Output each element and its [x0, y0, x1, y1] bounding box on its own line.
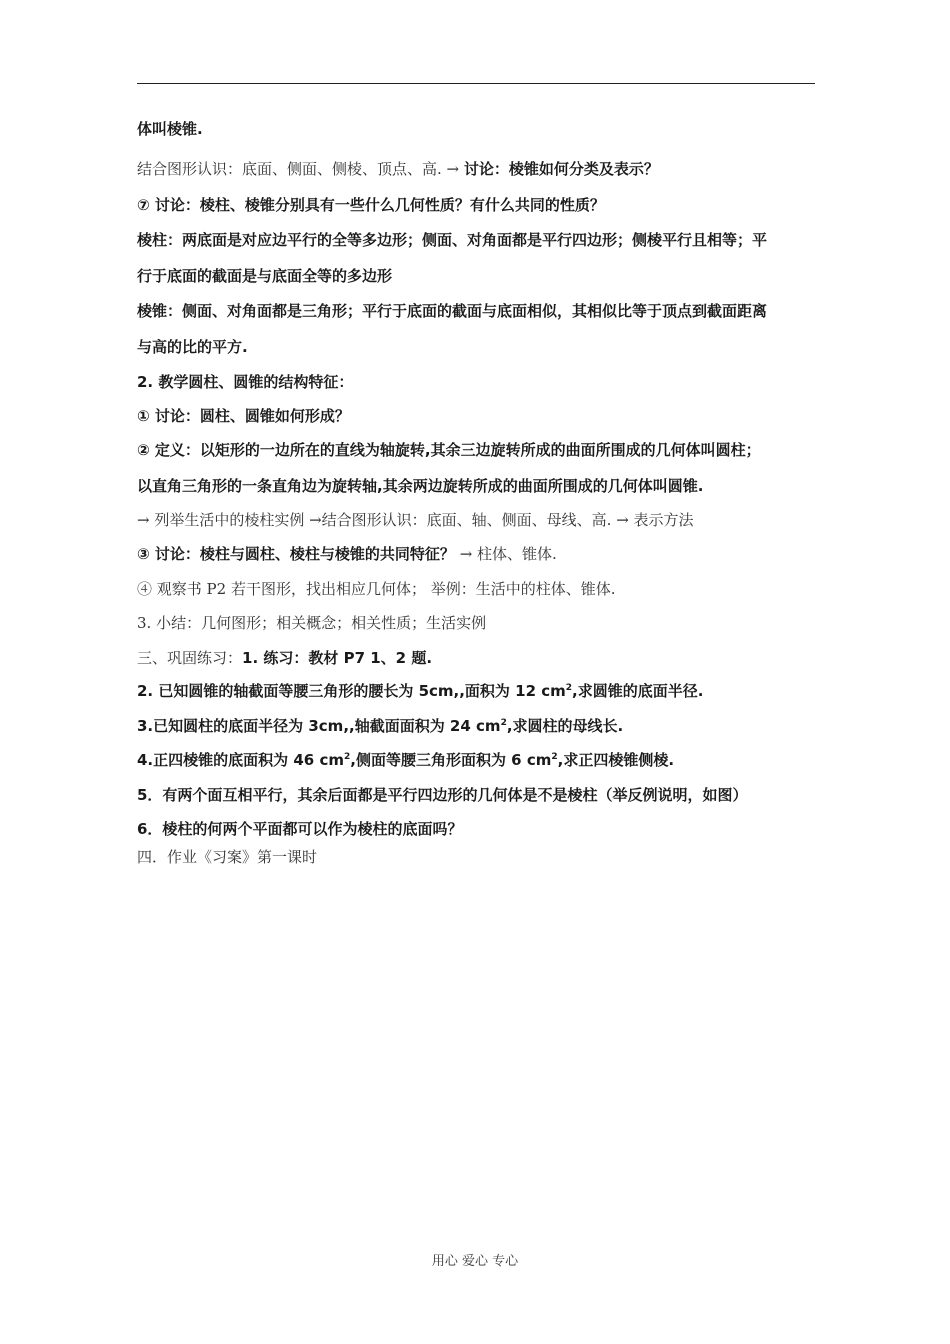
text-line	[137, 407, 350, 426]
text-line	[137, 373, 353, 392]
text-bold: 体叫棱锥.	[137, 120, 203, 138]
superscript: 2	[500, 718, 507, 728]
text-normal: → 列举生活中的棱柱实例 →结合图形认识：底面、轴、侧面、母线、高. → 表示方法	[137, 511, 694, 529]
text-line	[137, 511, 694, 530]
text-bold: ,求圆柱的母线长.	[506, 717, 624, 735]
header-rule	[137, 83, 815, 84]
text-bold: ① 讨论：圆柱、圆锥如何形成？	[137, 407, 350, 425]
text-line	[137, 196, 605, 215]
text-line	[137, 580, 615, 599]
text-bold: 6．棱柱的何两个平面都可以作为棱柱的底面吗？	[137, 820, 463, 838]
superscript: 2	[565, 683, 573, 693]
text-bold: 2. 教学圆柱、圆锥的结构特征：	[137, 373, 354, 391]
text-line	[137, 477, 703, 496]
text-normal: 结合图形认识：底面、侧面、侧棱、顶点、高. →	[137, 160, 464, 178]
text-normal: 三、巩固练习：	[137, 649, 243, 667]
text-bold: 3.已知圆柱的底面半径为 3cm,,轴截面面积为 24 cm	[137, 717, 501, 735]
text-line	[137, 786, 747, 805]
text-line	[137, 820, 462, 839]
superscript: 2	[343, 752, 351, 762]
text-line	[137, 231, 767, 250]
text-line	[137, 614, 486, 633]
text-line	[137, 267, 392, 286]
text-line	[137, 441, 761, 460]
text-bold: ,求正四棱锥侧棱.	[557, 751, 675, 769]
text-bold: ,求圆锥的底面半径.	[572, 682, 704, 700]
text-normal: → 柱体、锥体.	[454, 545, 557, 563]
text-bold: 行于底面的截面是与底面全等的多边形	[137, 267, 393, 285]
text-normal: 四．作业《习案》第一课时	[137, 848, 318, 866]
text-bold: 棱柱：两底面是对应边平行的全等多边形；侧面、对角面都是平行四边形；侧棱平行且相等；平	[137, 231, 768, 249]
superscript: 2	[551, 752, 558, 762]
text-bold: 4.正四棱锥的底面积为 46 cm	[137, 751, 344, 769]
text-normal: ④ 观察书 P2 若干图形，找出相应几何体； 举例：生活中的柱体、锥体.	[137, 580, 616, 598]
page-footer: 用心 爱心 专心	[431, 1254, 519, 1269]
text-bold: ,侧面等腰三角形面积为 6 cm	[350, 751, 552, 769]
text-line	[137, 120, 203, 139]
text-bold: 棱锥：侧面、对角面都是三角形；平行于底面的截面与底面相似，其相似比等于顶点到截面距离	[137, 302, 768, 320]
text-line	[137, 649, 432, 668]
text-line	[137, 717, 623, 736]
text-bold: 5．有两个面互相平行，其余后面都是平行四边形的几何体是不是棱柱（举反例说明，如图）	[137, 786, 748, 804]
text-line	[137, 848, 317, 867]
text-line	[137, 751, 674, 770]
text-bold: 以直角三角形的一条直角边为旋转轴,其余两边旋转所成的曲面所围成的几何体叫圆锥.	[137, 477, 704, 495]
text-line	[137, 160, 659, 179]
text-bold: 与高的比的平方.	[137, 338, 248, 356]
text-bold: 1. 练习：教材 P7 1、2 题.	[242, 649, 433, 667]
text-bold: ② 定义：以矩形的一边所在的直线为轴旋转,其余三边旋转所成的曲面所围成的几何体叫圆柱；	[137, 441, 761, 459]
text-line	[137, 545, 557, 564]
text-line	[137, 338, 248, 357]
text-bold: 讨论：棱锥如何分类及表示？	[463, 160, 659, 178]
text-line	[137, 302, 767, 321]
text-bold: ③ 讨论：棱柱与圆柱、棱柱与棱锥的共同特征？	[137, 545, 455, 563]
text-line	[137, 682, 703, 701]
text-normal: 3. 小结：几何图形；相关概念；相关性质；生活实例	[137, 614, 487, 632]
text-bold: 2. 已知圆锥的轴截面等腰三角形的腰长为 5cm,,面积为 12 cm	[137, 682, 566, 700]
text-bold: ⑦ 讨论：棱柱、棱锥分别具有一些什么几何性质？有什么共同的性质？	[137, 196, 605, 214]
